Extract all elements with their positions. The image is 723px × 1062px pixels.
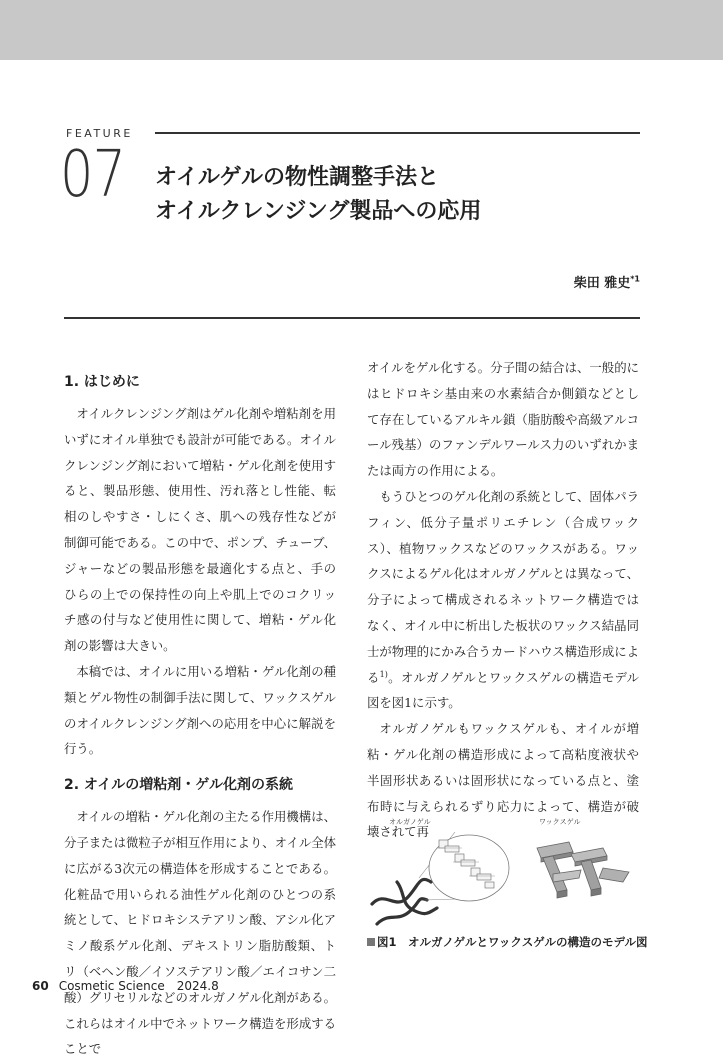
left-column	[64, 355, 336, 1062]
author	[574, 272, 640, 291]
author-mark: *1	[630, 274, 640, 284]
reference-mark: 1)	[379, 669, 388, 679]
page-number: 60	[32, 979, 49, 993]
figure-label-waxgel: ワックスゲル	[539, 818, 581, 826]
section-1-heading: 1. はじめに	[64, 374, 140, 390]
article-title	[155, 161, 481, 229]
organogel-fibers-icon	[372, 879, 437, 924]
right-paragraph-2-b: 。オルガノゲルとワックスゲルの構造モデル図を図1に示す。	[367, 669, 639, 711]
title-line-1: オイルゲルの物性調整手法と	[155, 165, 440, 190]
waxgel-plates-icon	[537, 842, 629, 898]
figure-caption	[367, 934, 647, 950]
feature-number: 07	[60, 138, 126, 212]
journal-name: Cosmetic Science 2024.8	[58, 979, 219, 993]
section-1-paragraph-1: オイルクレンジング剤はゲル化剤や増粘剤を用いずにオイル単独でも設計が可能である。オイルクレンジング剤において増粘・ゲル化剤を使用すると、製品形態、使用性、汚れ落とし性能、転相のしやすさ・しにくさ、肌への残存性などが制御可能である。この中で、ポンプ、チューブ、ジャーなどの製品形態を最適化する点と、手のひらの上での保持性の向上や肌上でのコクリッチ感の付与など使用性に関して、増粘・ゲル化剤の影響は大きい。	[64, 406, 336, 654]
header-rule	[64, 317, 640, 319]
figure-1	[367, 812, 648, 957]
top-banner	[0, 0, 723, 60]
title-line-2: オイルクレンジング製品への応用	[155, 199, 482, 224]
feature-rule	[155, 132, 640, 134]
author-name: 柴田 雅史	[573, 276, 631, 291]
right-paragraph-2	[367, 484, 639, 716]
figure-label-organogel: オルガノゲル	[389, 818, 431, 826]
feature-label: FEATURE	[66, 127, 133, 140]
section-2-heading: 2. オイルの増粘剤・ゲル化剤の系統	[64, 777, 293, 794]
page-footer	[32, 977, 219, 994]
caption-square-icon	[367, 938, 375, 946]
section-2-paragraph-1: オイルの増粘・ゲル化剤の主たる作用機構は、分子または微粒子が相互作用により、オイル全体に広がる3次元の構造体を形成することである。化粧品で用いられる油性ゲル化剤のひとつの系統として、ヒドロキシステアリン酸、アシル化アミノ酸系ゲル化剤、デキストリン脂肪酸類、トリ（ベヘン酸／イソステアリン酸／エイコサン二酸）グリセリルなどのオルガノゲル化剤がある。これらはオイル中でネットワーク構造を形成することで	[64, 809, 336, 1057]
section-1-paragraph-2: 本稿では、オイルに用いる増粘・ゲル化剤の種類とゲル物性の制御手法に関して、ワックスゲルのオイルクレンジング剤への応用を中心に解説を行う。	[64, 663, 336, 757]
figure-caption-text: オルガノゲルとワックスゲルの構造のモデル図	[408, 935, 648, 949]
figure-caption-prefix: 図1	[377, 935, 397, 949]
right-column	[367, 355, 639, 845]
right-paragraph-1: オイルをゲル化する。分子間の結合は、一般的にはヒドロキシ基由来の水素結合か側鎖などとして存在しているアルキル鎖（脂肪酸や高級アルコール残基）のファンデルワールス力のいずれかまたは両方の作用による。	[367, 360, 639, 479]
right-paragraph-2-a: もうひとつのゲル化剤の系統として、固体パラフィン、低分子量ポリエチレン（合成ワックス）、植物ワックスなどのワックスがある。ワックスによるゲル化はオルガノゲルとは異なって、分子によって構成されるネットワーク構造ではなく、オイル中に析出した板状のワックス結晶同士が物理的にかみ合うカードハウス構造形成による	[367, 488, 639, 685]
right-paragraph-3: オルガノゲルもワックスゲルも、オイルが増粘・ゲル化剤の構造形成によって高粘度液状や半固形状あるいは固形状になっている点と、塗布時に与えられるずり応力によって、構造が破壊されて再	[367, 721, 639, 840]
figure-illustration	[367, 812, 641, 930]
